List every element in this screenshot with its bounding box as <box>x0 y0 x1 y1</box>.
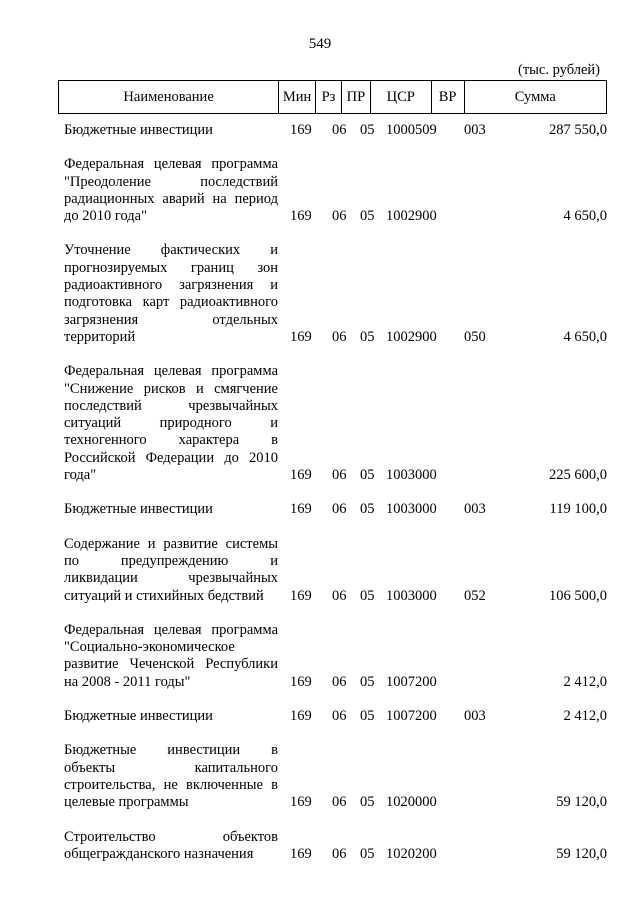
table-row <box>58 363 607 484</box>
header-csr: ЦСР <box>371 81 432 113</box>
cell-sum: 2 412,0 <box>563 673 607 690</box>
cell-csr: 1002900 <box>386 208 437 225</box>
cell-pr: 05 <box>360 708 375 725</box>
cell-vr: 052 <box>464 587 486 604</box>
cell-rz: 06 <box>332 673 347 690</box>
cell-min: 169 <box>290 122 312 138</box>
cell-name: Уточнение фактических и прогнозируемых границ зон радиоактивного загрязнения и подготовка карт радиоактивного загрязнения отдельных территорий <box>64 242 278 345</box>
cell-rz: 06 <box>332 708 347 725</box>
cell-sum: 4 650,0 <box>563 328 607 345</box>
table-row <box>58 122 607 139</box>
cell-csr: 1000509 <box>386 122 437 138</box>
cell-vr: 003 <box>464 122 486 138</box>
table-row <box>58 622 607 691</box>
cell-rz: 06 <box>332 208 347 225</box>
cell-name: Бюджетные инвестиции в объекты капитального строительства, не включенные в целевые программы <box>64 742 278 811</box>
header-sum: Сумма <box>514 88 556 105</box>
cell-sum: 119 100,0 <box>549 501 607 518</box>
cell-csr: 1002900 <box>386 328 437 345</box>
cell-rz: 06 <box>332 501 347 518</box>
cell-rz: 06 <box>332 328 347 345</box>
table-body <box>58 122 607 880</box>
cell-csr: 1003000 <box>386 587 437 604</box>
table-row <box>58 536 607 605</box>
cell-csr: 1020000 <box>386 794 437 811</box>
table-row <box>58 501 607 518</box>
cell-rz: 06 <box>332 794 347 811</box>
cell-min: 169 <box>290 328 312 345</box>
header-name: Наименование <box>59 81 279 113</box>
cell-name: Бюджетные инвестиции <box>64 708 213 725</box>
cell-csr: 1007200 <box>386 708 437 725</box>
cell-min: 169 <box>290 587 312 604</box>
header-rz: Рз <box>316 81 342 113</box>
cell-vr: 050 <box>464 328 486 345</box>
cell-sum: 59 120,0 <box>556 794 607 811</box>
cell-sum: 4 650,0 <box>563 208 607 225</box>
table-row <box>58 829 607 864</box>
cell-pr: 05 <box>360 501 375 518</box>
cell-name: Бюджетные инвестиции <box>64 122 213 138</box>
cell-pr: 05 <box>360 208 375 225</box>
cell-csr: 1020200 <box>386 845 437 862</box>
cell-rz: 06 <box>332 467 347 484</box>
units-label: (тыс. рублей) <box>518 62 600 78</box>
cell-rz: 06 <box>332 587 347 604</box>
cell-pr: 05 <box>360 328 375 345</box>
cell-csr: 1007200 <box>386 673 437 690</box>
cell-pr: 05 <box>360 467 375 484</box>
cell-min: 169 <box>290 794 312 811</box>
table-row <box>58 742 607 811</box>
cell-name: Федеральная целевая программа "Социально-экономическое развитие Чеченской Республики на 2008 - 2011 годы" <box>64 621 278 690</box>
cell-name: Федеральная целевая программа "Преодоление последствий радиационных аварий на период до 2010 года" <box>64 156 278 225</box>
cell-rz: 06 <box>332 845 347 862</box>
cell-min: 169 <box>290 673 312 690</box>
cell-pr: 05 <box>360 122 375 138</box>
cell-min: 169 <box>290 708 312 725</box>
table-row <box>58 242 607 346</box>
header-min: Мин <box>279 81 316 113</box>
table-row <box>58 708 607 725</box>
cell-pr: 05 <box>360 673 375 690</box>
cell-min: 169 <box>290 208 312 225</box>
cell-sum: 287 550,0 <box>549 122 607 138</box>
cell-name: Содержание и развитие системы по предупреждению и ликвидации чрезвычайных ситуаций и стихийных бедствий <box>64 535 278 604</box>
table-header <box>58 80 607 114</box>
cell-csr: 1003000 <box>386 501 437 518</box>
cell-name: Строительство объектов общегражданского назначения <box>64 828 278 862</box>
cell-name: Федеральная целевая программа "Снижение рисков и смягчение последствий чрезвычайных ситуаций природного и техногенного характера в Российской Федерации до 2010 года" <box>64 363 278 484</box>
cell-sum: 106 500,0 <box>549 587 607 604</box>
cell-vr: 003 <box>464 708 486 725</box>
table-row <box>58 156 607 225</box>
cell-sum: 225 600,0 <box>549 467 607 484</box>
cell-rz: 06 <box>332 122 347 138</box>
header-pr: ПР <box>342 81 371 113</box>
cell-pr: 05 <box>360 587 375 604</box>
cell-vr: 003 <box>464 501 486 518</box>
cell-name: Бюджетные инвестиции <box>64 501 213 518</box>
cell-sum: 2 412,0 <box>563 708 607 725</box>
cell-pr: 05 <box>360 794 375 811</box>
header-vr: ВР <box>432 81 465 113</box>
page-number: 549 <box>308 36 332 52</box>
cell-min: 169 <box>290 501 312 518</box>
cell-min: 169 <box>290 467 312 484</box>
cell-min: 169 <box>290 845 312 862</box>
cell-csr: 1003000 <box>386 467 437 484</box>
cell-sum: 59 120,0 <box>556 845 607 862</box>
cell-pr: 05 <box>360 845 375 862</box>
